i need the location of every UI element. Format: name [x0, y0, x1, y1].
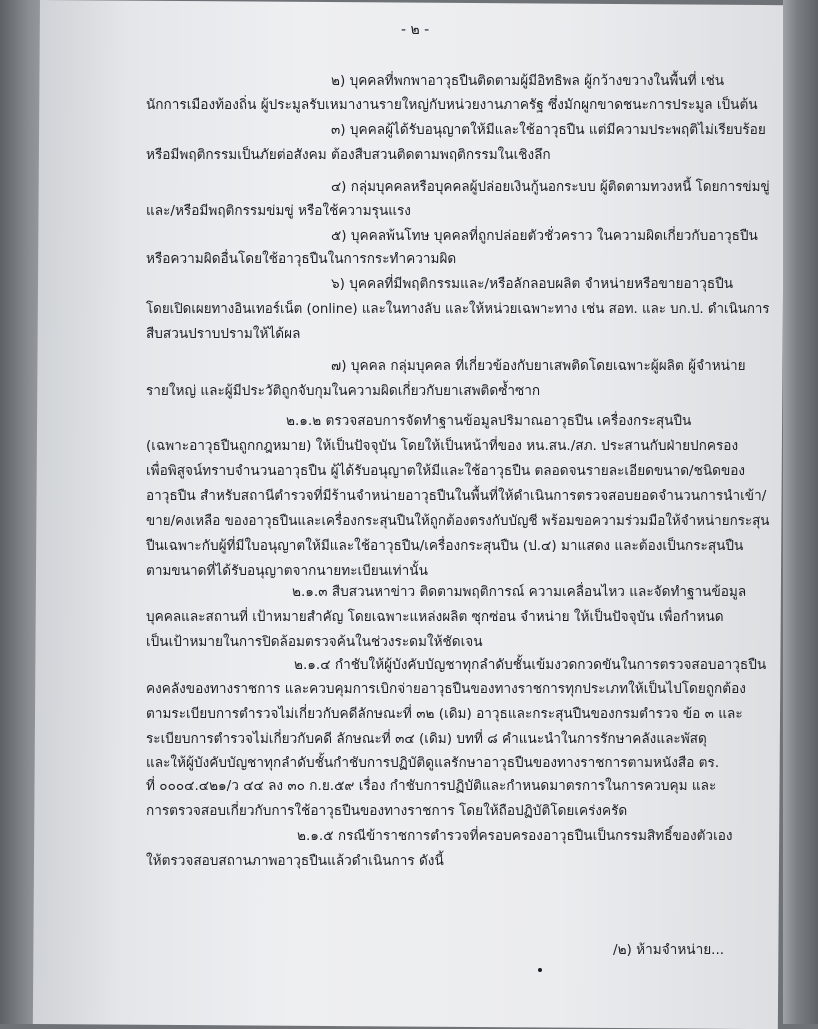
item-3-line-2: หรือมีพฤติกรรมเป็นภัยต่อสังคม ต้องสืบสวนติดตามพฤติกรรมในเชิงลึก [146, 147, 551, 163]
section-2-1-2-line-1: ๒.๑.๒ ตรวจสอบการจัดทำฐานข้อมูลปริมาณอาวุธปืน เครื่องกระสุนปืน [286, 413, 692, 429]
continuation-note: /๒) ห้ามจำหน่าย... [613, 942, 725, 958]
item-3-line-1: ๓) บุคคลผู้ได้รับอนุญาตให้มีและใช้อาวุธปืน แต่มีความประพฤติไม่เรียบร้อย [331, 122, 766, 138]
section-2-1-4-line-5: และให้ผู้บังคับบัญชาทุกลำดับชั้นกำชับการปฏิบัติดูแลรักษาอาวุธปืนของทางราชการตามหนังสือ ตร. [146, 755, 720, 771]
item-7-line-2: รายใหญ่ และผู้มีประวัติถูกจับกุมในความผิดเกี่ยวกับยาเสพติดซ้ำซาก [146, 383, 541, 399]
item-4-line-2: และ/หรือมีพฤติกรรมข่มขู่ หรือใช้ความรุนแรง [146, 203, 411, 219]
section-2-1-4-line-3: ตามระเบียบการตำรวจไม่เกี่ยวกับคดีลักษณะที่ ๓๒ (เดิม) อาวุธและกระสุนปืนของกรมตำรวจ ข้อ ๓ และ [146, 706, 743, 722]
section-2-1-2-line-3: เพื่อพิสูจน์ทราบจำนวนอาวุธปืน ผู้ได้รับอนุญาตให้มีและใช้อาวุธปืน ตลอดจนรายละเอียดขนาด/ชนิดของ [146, 463, 746, 479]
section-2-1-2-line-2: (เฉพาะอาวุธปืนถูกกฎหมาย) ให้เป็นปัจจุบัน โดยให้เป็นหน้าที่ของ หน.สน./สภ. ประสานกับฝ่ายปกครอง [146, 438, 739, 454]
item-2-line-1: ๒) บุคคลที่พกพาอาวุธปืนติดตามผู้มีอิทธิพล ผู้กว้างขวางในพื้นที่ เช่น [331, 73, 725, 89]
section-2-1-3-line-3: เป็นเป้าหมายในการปิดล้อมตรวจค้นในช่วงระดมให้ชัดเจน [146, 634, 483, 650]
section-2-1-4-line-7: การตรวจสอบเกี่ยวกับการใช้อาวุธปืนของทางราชการ โดยให้ถือปฏิบัติโดยเคร่งครัด [146, 803, 628, 819]
section-2-1-4-line-2: คงคลังของทางราชการ และควบคุมการเบิกจ่ายอาวุธปืนของทางราชการทุกประเภทให้เป็นไปโดยถูกต้อง [146, 681, 746, 697]
section-2-1-4-line-6: ที่ ๐๐๐๔.๔๒๑/ว ๔๔ ลง ๓๐ ก.ย.๕๙ เรื่อง กำชับการปฏิบัติและกำหนดมาตรการในการควบคุม และ [146, 778, 717, 794]
section-2-1-2-line-7: ตามขนาดที่ได้รับอนุญาตจากนายทะเบียนเท่านั้น [146, 563, 428, 579]
section-2-1-5-line-2: ให้ตรวจสอบสถานภาพอาวุธปืนแล้วดำเนินการ ดังนี้ [146, 853, 444, 869]
section-2-1-3-line-2: บุคคลและสถานที่ เป้าหมายสำคัญ โดยเฉพาะแหล่งผลิต ซุกซ่อน จำหน่าย ให้เป็นปัจจุบัน เพื่อกำหนด [146, 609, 724, 625]
item-5-line-2: หรือความผิดอื่นโดยใช้อาวุธปืนในการกระทำความผิด [146, 251, 457, 267]
section-2-1-3-line-1: ๒.๑.๓ สืบสวนหาข่าว ติดตามพฤติการณ์ ความเคลื่อนไหว และจัดทำฐานข้อมูล [292, 584, 747, 600]
item-5-line-1: ๕) บุคคลพ้นโทษ บุคคลที่ถูกปล่อยตัวชั่วคราว ในความผิดเกี่ยวกับอาวุธปืน [331, 228, 758, 244]
section-2-1-2-line-6: ปืนเฉพาะกับผู้ที่มีใบอนุญาตให้มีและใช้อาวุธปืน/เครื่องกระสุนปืน (ป.๔) มาแสดง และต้องเป็นกระสุนปืน [146, 538, 744, 554]
item-6-line-2: โดยเปิดเผยทางอินเทอร์เน็ต (online) และในทางลับ และให้หน่วยเฉพาะทาง เช่น สอท. และ บก.ป. ดำเนินการ [146, 301, 770, 317]
item-6-line-1: ๖) บุคคลที่มีพฤติกรรมและ/หรือลักลอบผลิต จำหน่ายหรือขายอาวุธปืน [331, 276, 734, 292]
section-2-1-5-line-1: ๒.๑.๕ กรณีข้าราชการตำรวจที่ครอบครองอาวุธปืนเป็นกรรมสิทธิ์ของตัวเอง [297, 828, 733, 844]
item-2-line-2: นักการเมืองท้องถิ่น ผู้ประมูลรับเหมางานรายใหญ่กับหน่วยงานภาครัฐ ซึ่งมักผูกขาดชนะการประมูล เป็นต้น [146, 97, 758, 113]
stray-mark [538, 968, 542, 972]
item-6-line-3: สืบสวนปราบปรามให้ได้ผล [146, 326, 301, 342]
section-2-1-4-line-4: ระเบียบการตำรวจไม่เกี่ยวกับคดี ลักษณะที่ ๓๔ (เดิม) บทที่ ๘ คำแนะนำในการรักษาคลังและพัสดุ [146, 731, 707, 747]
item-7-line-1: ๗) บุคคล กลุ่มบุคคล ที่เกี่ยวข้องกับยาเสพติดโดยเฉพาะผู้ผลิต ผู้จำหน่าย [331, 358, 746, 374]
item-4-line-1: ๔) กลุ่มบุคคลหรือบุคคลผู้ปล่อยเงินกู้นอกระบบ ผู้ติดตามทวงหนี้ โดยการข่มขู่ [331, 179, 770, 195]
section-2-1-2-line-5: ขาย/คงเหลือ ของอาวุธปืนและเครื่องกระสุนปืนให้ถูกต้องตรงกับบัญชี พร้อมขอความร่วมมือให้จำหน่ายกระสุน [146, 513, 770, 529]
page-number: - ๒ - [401, 22, 430, 38]
section-2-1-2-line-4: อาวุธปืน สำหรับสถานีตำรวจที่มีร้านจำหน่ายอาวุธปืนในพื้นที่ให้ดำเนินการตรวจสอบยอดจำนวนการนำเข้า/ [146, 488, 767, 504]
section-2-1-4-line-1: ๒.๑.๔ กำชับให้ผู้บังคับบัญชาทุกลำดับชั้นเข้มงวดกวดขันในการตรวจสอบอาวุธปืน [294, 657, 767, 673]
